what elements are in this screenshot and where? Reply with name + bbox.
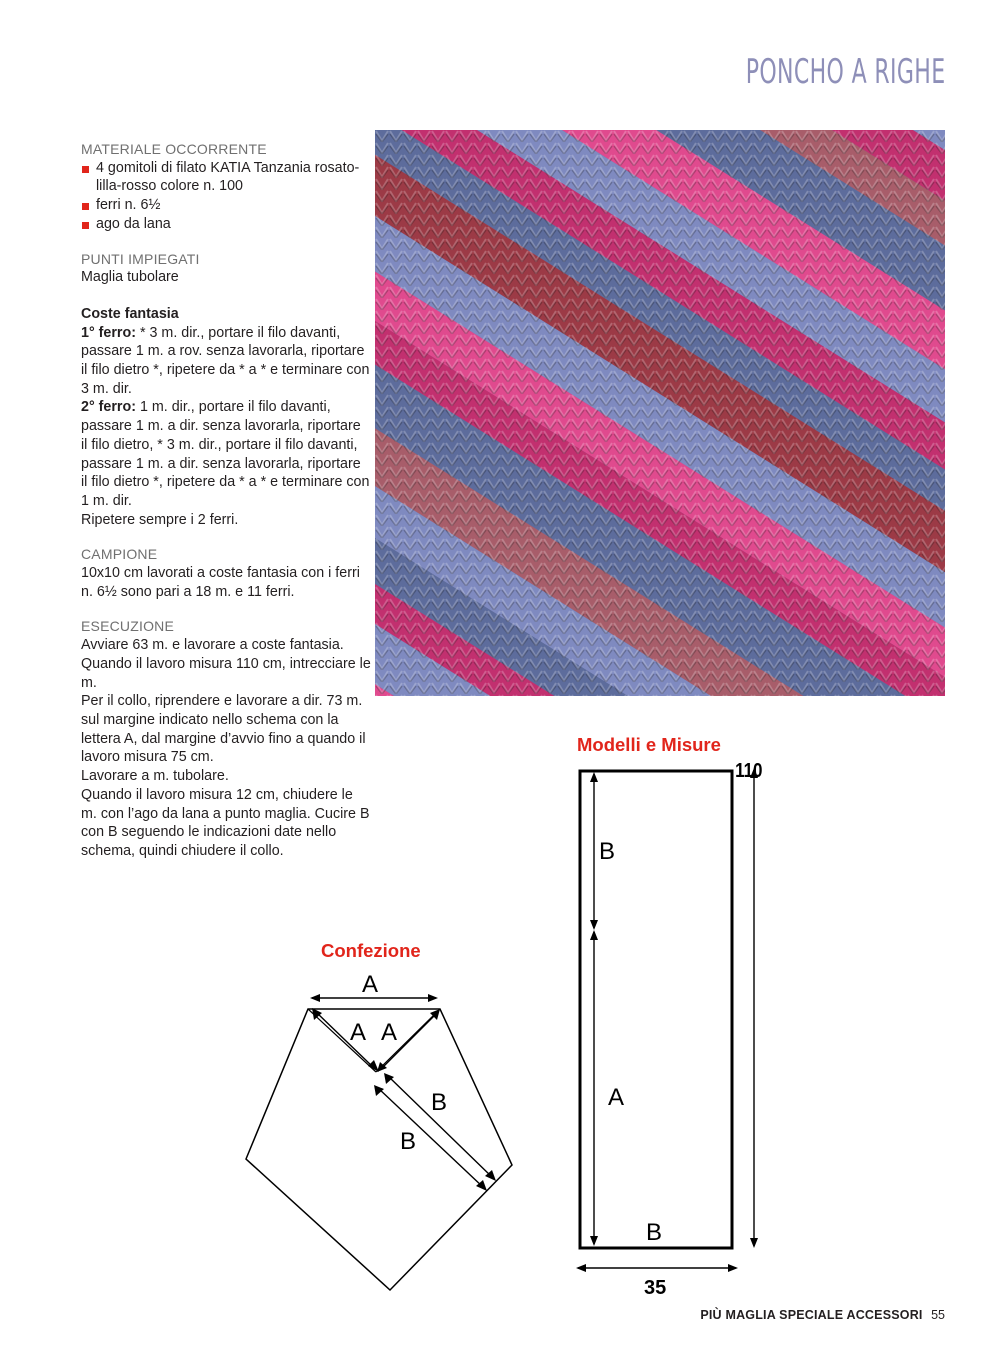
materials-section bbox=[81, 140, 371, 234]
execution-section bbox=[81, 617, 371, 860]
materials-item: ago da lana bbox=[81, 215, 371, 234]
page-title: PONCHO A RIGHE bbox=[745, 52, 945, 92]
execution-heading: ESECUZIONE bbox=[81, 618, 175, 635]
measurement-diagram bbox=[560, 750, 820, 1310]
stitches-section bbox=[81, 250, 371, 530]
gauge-section bbox=[81, 545, 371, 601]
knit-swatch-image bbox=[375, 130, 945, 696]
page-number: 55 bbox=[931, 1308, 945, 1322]
width-value: 35 bbox=[644, 1277, 667, 1299]
materials-item: 4 gomitoli di filato KATIA Tanzania rosato-lilla-rosso colore n. 100 bbox=[81, 159, 371, 196]
row1-instructions bbox=[81, 324, 371, 399]
execution-paragraph: Per il collo, riprendere e lavorare a dir. 73 m. sul margine indicato nello schema con la lettera A, dal margine d’avvio fino a quando il lavoro misura 75 cm. bbox=[81, 693, 366, 766]
stitch-tubular: Maglia tubolare bbox=[81, 269, 179, 286]
label-b-left: B bbox=[400, 1128, 417, 1155]
execution-paragraph: Avviare 63 m. e lavorare a coste fantasia. Quando il lavoro misura 110 cm, intrecciare le m. bbox=[81, 637, 371, 691]
label-b-bottom: B bbox=[646, 1219, 663, 1246]
instructions-column bbox=[81, 140, 371, 877]
stitch-ribs-title: Coste fantasia bbox=[81, 305, 179, 322]
assembly-diagram bbox=[240, 960, 520, 1300]
stitches-heading: PUNTI IMPIEGATI bbox=[81, 250, 200, 267]
label-b-right: B bbox=[431, 1089, 448, 1116]
gauge-heading: CAMPIONE bbox=[81, 546, 158, 563]
materials-item: ferri n. 6½ bbox=[81, 196, 371, 215]
execution-paragraph: Quando il lavoro misura 12 cm, chiudere le m. con l’ago da lana a punto maglia. Cucire B con B seguendo le indicazioni date nello schema, quindi chiudere il collo. bbox=[81, 786, 370, 859]
footer-magazine: PIÙ MAGLIA SPECIALE ACCESSORI bbox=[700, 1308, 923, 1322]
row2-instructions bbox=[81, 398, 371, 510]
label-a-left: A bbox=[350, 1019, 367, 1046]
execution-paragraph: Lavorare a m. tubolare. bbox=[81, 768, 229, 785]
row1-text: * 3 m. dir., portare il filo davanti, passare 1 m. a rov. senza lavorarla, riportare il filo dietro *, ripetere da * a * e terminare con 3 m. dir. bbox=[81, 324, 370, 397]
label-a: A bbox=[608, 1084, 625, 1111]
poncho-outline bbox=[246, 1009, 512, 1290]
height-value: 110 bbox=[735, 758, 763, 782]
row2-text: 1 m. dir., portare il filo davanti, passare 1 m. a dir. senza lavorarla, riportare il filo dietro, * 3 m. dir., portare il filo davanti, passare 1 m. a dir. senza lavorarla, riportare il filo dietro *, ripetere da * a * e terminare con 1 m. dir. bbox=[81, 399, 370, 509]
label-a-right: A bbox=[381, 1019, 398, 1046]
materials-list bbox=[81, 159, 371, 234]
row1-label: 1° ferro: bbox=[81, 324, 136, 341]
repeat-instructions: Ripetere sempre i 2 ferri. bbox=[81, 511, 239, 528]
row2-label: 2° ferro: bbox=[81, 399, 136, 416]
page-footer bbox=[700, 1308, 945, 1322]
confezione-title: Confezione bbox=[321, 940, 421, 961]
materials-heading: MATERIALE OCCORRENTE bbox=[81, 141, 267, 157]
gauge-text: 10x10 cm lavorati a coste fantasia con i ferri n. 6½ sono pari a 18 m. e 11 ferri. bbox=[81, 565, 360, 600]
knit-swatch-photo bbox=[375, 130, 945, 696]
models-measures-title: Modelli e Misure bbox=[577, 734, 721, 755]
label-a-top: A bbox=[362, 971, 379, 998]
label-b-top: B bbox=[599, 838, 616, 865]
